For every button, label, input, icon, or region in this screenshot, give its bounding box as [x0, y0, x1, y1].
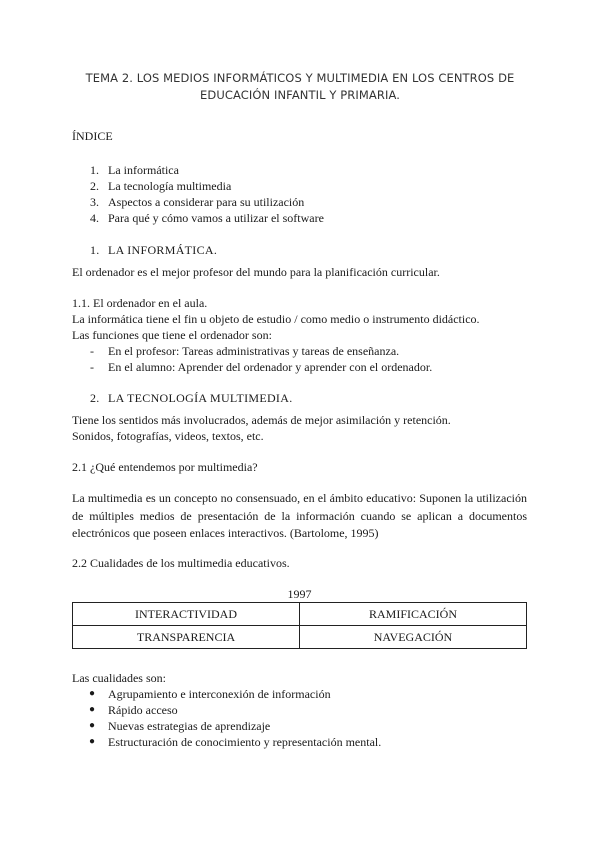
index-item: La tecnología multimedia [108, 179, 232, 193]
bullet-icon: ● [89, 688, 96, 699]
section-1-intro: El ordenador es el mejor profesor del mundo para la planificación curricular. [72, 265, 440, 279]
dash-marker: - [90, 360, 94, 374]
table-cell: INTERACTIVIDAD [73, 603, 300, 626]
qualities-intro: Las cualidades son: [72, 671, 166, 685]
index-item: Para qué y cómo vamos a utilizar el software [108, 211, 324, 225]
section-2-2-heading: 2.2 Cualidades de los multimedia educativos. [72, 556, 290, 570]
table-row [73, 626, 527, 649]
section-1-1-heading: 1.1. El ordenador en el aula. [72, 296, 208, 310]
bullet-icon: ● [89, 704, 96, 715]
table-caption-year: 1997 [287, 587, 312, 601]
section-2-text: Tiene los sentidos más involucrados, además de mejor asimilación y retención. [72, 413, 451, 427]
section-1-text: La informática tiene el fin u objeto de estudio / como medio o instrumento didáctico. [72, 312, 480, 326]
quality-item: Nuevas estrategias de aprendizaje [108, 719, 271, 733]
section-1-heading: LA INFORMÁTICA. [108, 243, 218, 257]
title-line-2: EDUCACIÓN INFANTIL Y PRIMARIA. [200, 88, 400, 102]
index-heading: ÍNDICE [72, 129, 113, 143]
index-number: 2. [90, 179, 99, 193]
index-item: Aspectos a considerar para su utilización [108, 195, 305, 209]
function-item: En el alumno: Aprender del ordenador y aprender con el ordenador. [108, 360, 433, 374]
index-number: 4. [90, 211, 99, 225]
table-row [73, 603, 527, 626]
dash-marker: - [90, 344, 94, 358]
quality-item: Estructuración de conocimiento y representación mental. [108, 735, 382, 749]
section-2-number: 2. [90, 391, 100, 405]
bullet-icon: ● [89, 720, 96, 731]
table-cell: RAMIFICACIÓN [300, 603, 527, 626]
quality-item: Agrupamiento e interconexión de información [108, 687, 331, 701]
quality-item: Rápido acceso [108, 703, 178, 717]
document-title [60, 70, 540, 104]
qualities-table [72, 602, 527, 649]
index-item: La informática [108, 163, 179, 177]
function-item: En el profesor: Tareas administrativas y tareas de enseñanza. [108, 344, 400, 358]
index-number: 3. [90, 195, 99, 209]
section-2-heading: LA TECNOLOGÍA MULTIMEDIA. [108, 391, 293, 405]
index-number: 1. [90, 163, 99, 177]
title-line-1: TEMA 2. LOS MEDIOS INFORMÁTICOS Y MULTIMEDIA EN LOS CENTROS DE [85, 71, 515, 85]
table-cell: TRANSPARENCIA [73, 626, 300, 649]
table-cell: NAVEGACIÓN [300, 626, 527, 649]
section-2-text: Sonidos, fotografías, videos, textos, etc. [72, 429, 264, 443]
definition-paragraph: La multimedia es un concepto no consensuado, en el ámbito educativo: Suponen la utilización de múltiples medios de presentación de la información cuando se aplican a documentos electrónicos que poseen enlaces interactivos. (Bartolome, 1995) [72, 491, 527, 540]
section-1-text: Las funciones que tiene el ordenador son: [72, 328, 272, 342]
section-1-number: 1. [90, 243, 100, 257]
section-2-1-heading: 2.1 ¿Qué entendemos por multimedia? [72, 460, 258, 474]
bullet-icon: ● [89, 736, 96, 747]
